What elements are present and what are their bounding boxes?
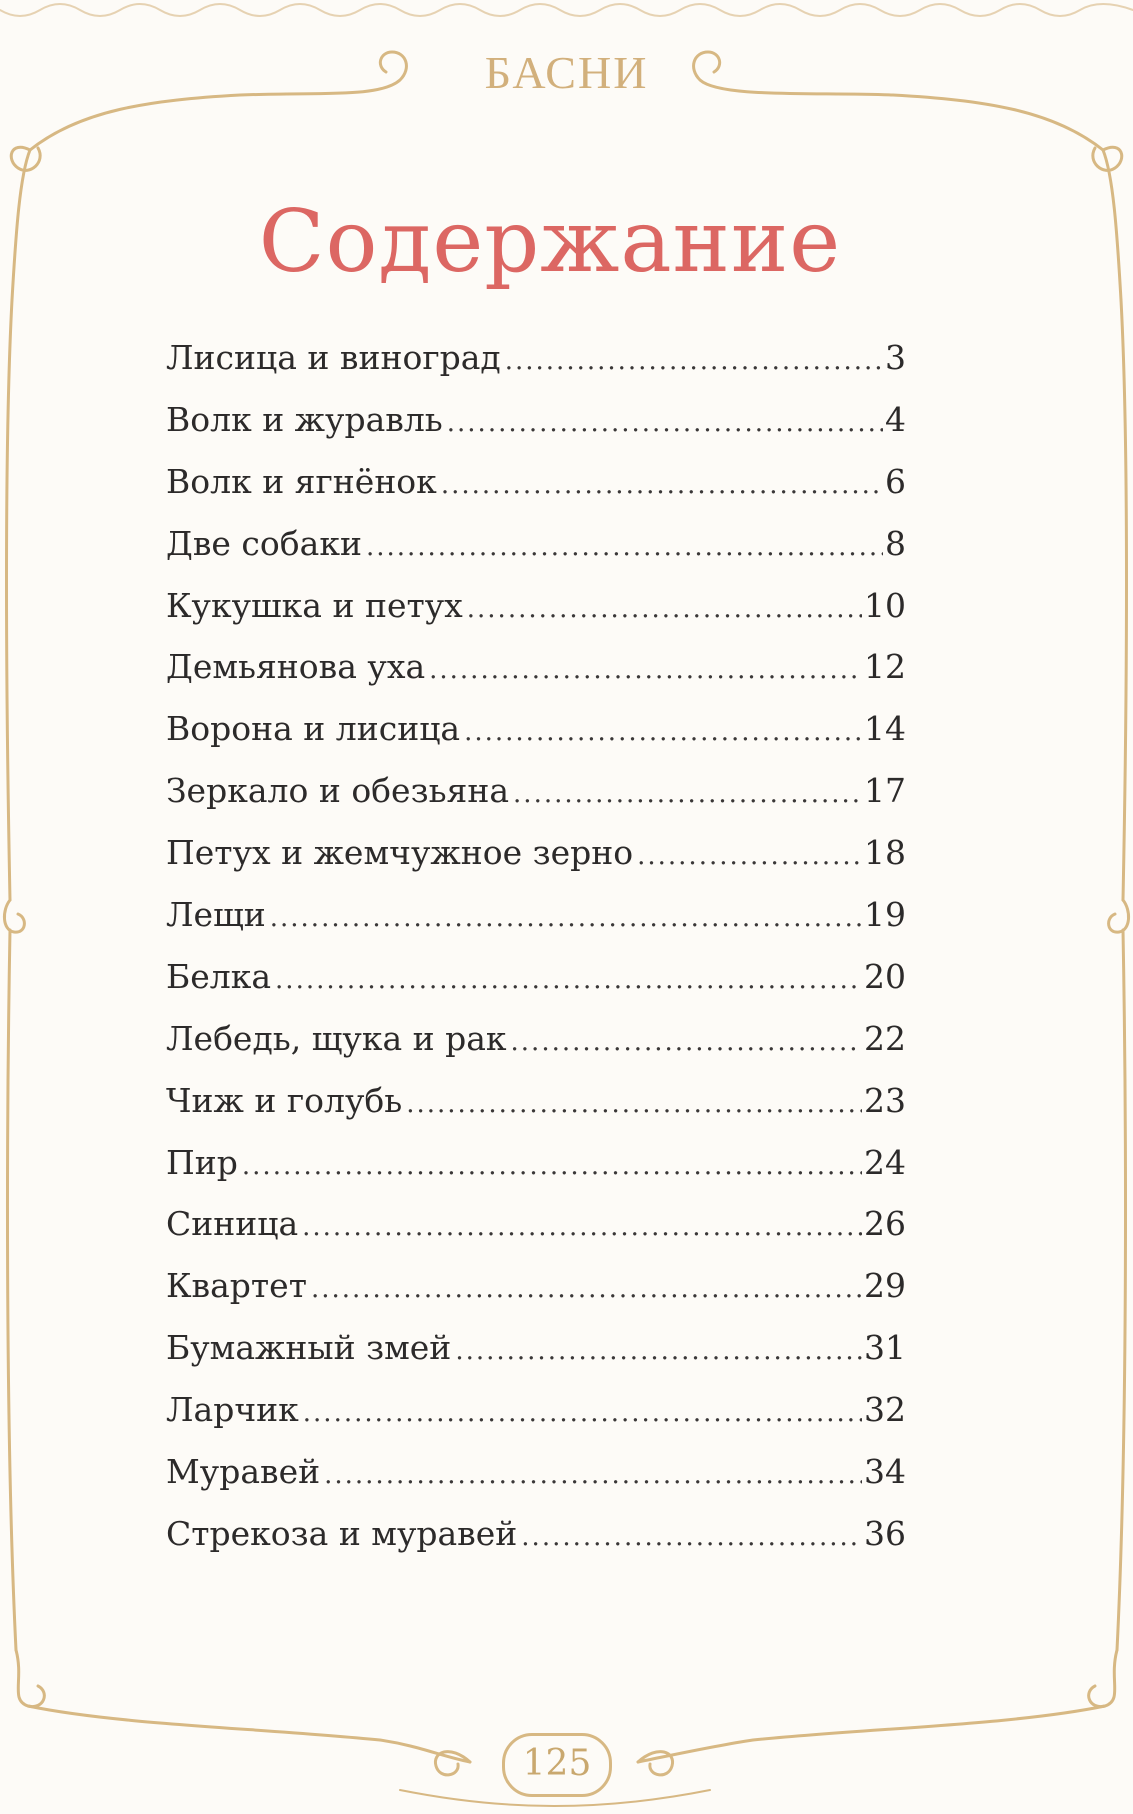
toc-entry-title: Белка xyxy=(166,956,272,996)
toc-entry-page: 19 xyxy=(864,895,906,935)
toc-entry xyxy=(166,1390,906,1452)
toc-entry-page: 18 xyxy=(864,833,906,873)
toc-dot-leader xyxy=(521,1522,862,1552)
toc-entry-page: 12 xyxy=(864,647,906,687)
toc-entry-title: Лебедь, щука и рак xyxy=(166,1018,507,1058)
toc-entry xyxy=(166,957,906,1019)
toc-dot-leader xyxy=(467,594,862,624)
toc-entry xyxy=(166,1514,906,1576)
toc-entry-title: Лисица и виноград xyxy=(166,338,501,377)
toc-entry-page: 31 xyxy=(864,1328,906,1368)
toc-dot-leader xyxy=(455,1336,862,1366)
toc-entry-page: 4 xyxy=(885,399,906,439)
toc-entry xyxy=(166,895,906,957)
toc-entry xyxy=(166,833,906,895)
toc-entry-title: Бумажный змей xyxy=(166,1328,452,1368)
toc-entry xyxy=(166,1328,906,1390)
toc-entry-title: Ларчик xyxy=(166,1390,299,1430)
toc-list xyxy=(166,338,906,1576)
toc-entry-title: Петух и жемчужное зерно xyxy=(166,833,634,873)
toc-dot-leader xyxy=(441,470,883,500)
toc-dot-leader xyxy=(406,1089,862,1119)
toc-dot-leader xyxy=(311,1274,862,1304)
toc-entry-page: 3 xyxy=(885,338,906,377)
toc-entry xyxy=(166,1204,906,1266)
toc-entry-page: 8 xyxy=(885,523,906,563)
toc-entry-title: Демьянова уха xyxy=(166,647,426,687)
toc-dot-leader xyxy=(513,779,862,809)
toc-entry-title: Стрекоза и муравей xyxy=(166,1513,518,1553)
toc-entry-page: 22 xyxy=(864,1018,906,1058)
toc-entry-page: 20 xyxy=(864,956,906,996)
toc-entry xyxy=(166,462,906,524)
toc-entry-title: Квартет xyxy=(166,1266,307,1306)
toc-entry xyxy=(166,647,906,709)
toc-entry-title: Лещи xyxy=(166,895,266,935)
toc-entry-page: 17 xyxy=(864,771,906,811)
page-number: 125 xyxy=(502,1733,612,1797)
toc-dot-leader xyxy=(447,408,883,438)
toc-entry xyxy=(166,400,906,462)
toc-entry xyxy=(166,1143,906,1205)
toc-entry-title: Муравей xyxy=(166,1452,321,1492)
toc-entry xyxy=(166,1081,906,1143)
toc-entry-page: 34 xyxy=(864,1452,906,1492)
toc-dot-leader xyxy=(366,532,883,562)
toc-dot-leader xyxy=(303,1398,862,1428)
toc-dot-leader xyxy=(429,655,862,685)
toc-entry-page: 10 xyxy=(864,585,906,625)
toc-entry-title: Ворона и лисица xyxy=(166,709,461,749)
toc-entry-page: 29 xyxy=(864,1266,906,1306)
toc-entry-title: Пир xyxy=(166,1142,238,1182)
toc-entry xyxy=(166,771,906,833)
toc-entry-title: Кукушка и петух xyxy=(166,585,463,625)
toc-entry xyxy=(166,586,906,648)
toc-entry-title: Чиж и голубь xyxy=(166,1080,403,1120)
toc-dot-leader xyxy=(464,717,862,747)
toc-entry-title: Две собаки xyxy=(166,523,362,563)
toc-title: Содержание xyxy=(258,192,842,292)
toc-entry-page: 23 xyxy=(864,1080,906,1120)
toc-entry-page: 14 xyxy=(864,709,906,749)
toc-dot-leader xyxy=(637,841,862,871)
running-head: БАСНИ xyxy=(484,47,649,98)
toc-dot-leader xyxy=(302,1212,862,1242)
toc-dot-leader xyxy=(511,1027,862,1057)
toc-entry-page: 6 xyxy=(885,461,906,501)
toc-dot-leader xyxy=(505,346,883,376)
toc-entry xyxy=(166,1266,906,1328)
toc-entry xyxy=(166,1452,906,1514)
toc-entry xyxy=(166,524,906,586)
toc-dot-leader xyxy=(324,1460,862,1490)
toc-entry xyxy=(166,709,906,771)
toc-entry-page: 26 xyxy=(864,1204,906,1244)
toc-entry-page: 32 xyxy=(864,1390,906,1430)
toc-entry-page: 36 xyxy=(864,1513,906,1553)
toc-entry-title: Синица xyxy=(166,1204,299,1244)
toc-dot-leader xyxy=(275,965,862,995)
toc-entry xyxy=(166,1019,906,1081)
toc-dot-leader xyxy=(270,903,862,933)
toc-entry xyxy=(166,338,906,400)
toc-entry-title: Волк и журавль xyxy=(166,399,443,439)
toc-entry-title: Волк и ягнёнок xyxy=(166,461,437,501)
toc-entry-page: 24 xyxy=(864,1142,906,1182)
toc-dot-leader xyxy=(242,1151,862,1181)
toc-entry-title: Зеркало и обезьяна xyxy=(166,771,510,811)
